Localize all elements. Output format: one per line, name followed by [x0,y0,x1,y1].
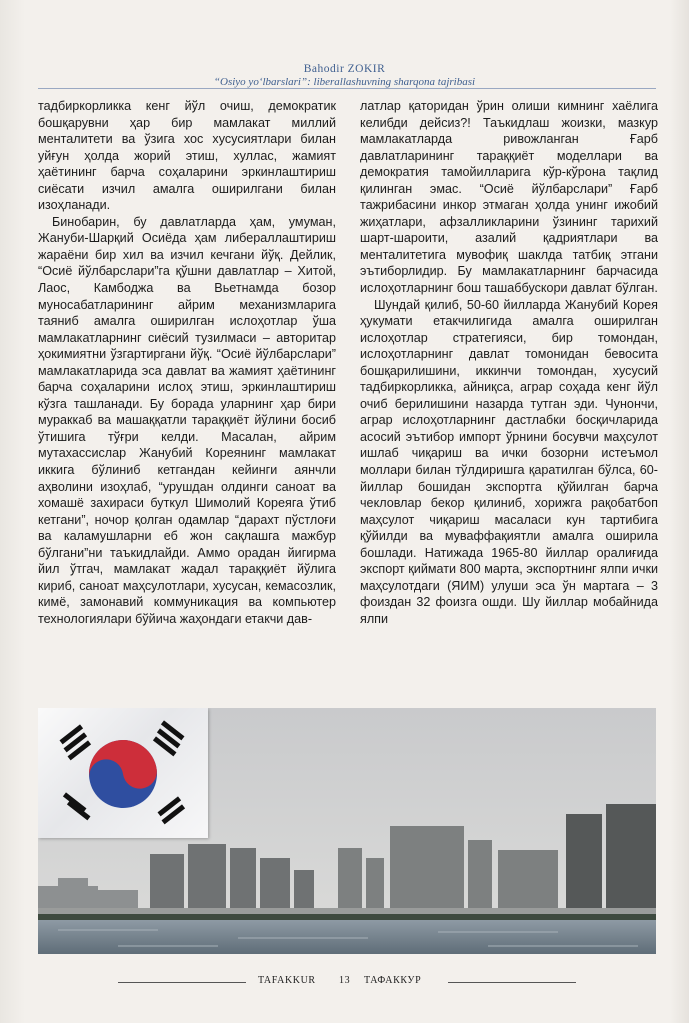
paragraph: Шундай қилиб, 50-60 йилларда Жанубий Корея ҳукумати етакчилигида амалга оширилган ислоҳотлар стратегияси, бир томондан, ислоҳотларнинг давлат томонидан бевосита бошқарилишини, иккинчи томондан, хусусий тадбиркорликка, айниқса, аграр соҳада кенг йўл очиб берилишини назарда тутган эди. Чунончи, аграр ислоҳотларнинг дастлабки босқичларида асосий эътибор импорт ўрнини босувчи маҳсулот ишлаб чиқариш ва ички бозорни истеъмол моллари билан тўлдиришга қаратилган бўлса, 60-йиллар бошидан экспортга қўйилган барча чекловлар бекор қилиниб, хорижга рақобатбоп маҳсулот чиқариш масаласи кун тартибига қўйилди ва муваффақиятли амалга оширила бошлади. Натижада 1965-80 йиллар оралиғида экспорт қиймати 800 марта, экспортнинг ялпи ички маҳсулотдаги (ЯИМ) улуши эса ўн мартага – 3 фоиздан 32 фоизга ошди. Шу йиллар мобайнида ялпи [360,297,658,626]
paragraph: Бинобарин, бу давлатларда ҳам, умуман, Жануби-Шарқий Осиёда ҳам либераллаштириш жараёни бир хил ва изчил кечгани йўқ. Дейлик, “Осиё йўлбарслари”га қўшни давлатлар – Хитой, Лаос, Камбоджа ва Вьетнамда бозор муносабатларининг айрим механизмларига таяниб амалга оширилган ислоҳотлар ўша мамлакатларнинг сиёсий тузилмаси – авторитар ҳокимиятни ўзгартиргани йўқ. “Осиё йўлбарслари” мамлакатларида эса давлат ва жамият ҳаётининг барча соҳаларини ислоҳ этиш, эркинлаштириш кўзга ташланади. Бу борада уларнинг ҳар бири мураккаб ва машаққатли тараққиёт йўлини босиб ўтишига тўғри келди. Масалан, айрим мутахассислар Жанубий Кореянинг мамлакат иккига бўлиниб кетгандан кейинги аянчли аҳволини изоҳлаб, “урушдан олдинги саноат ва хомашё захираси буткул Шимолий Кореяга ўтиб кетгани”, ночор қолган одамлар “дарахт пўстлоғи ва каламушларни еб жон сақлашга мажбур бўлгани”ни таъкидлайди. Аммо орадан йигирма йил ўтгач, мамлакат жадал тараққиёт йўлига кириб, саноат маҳсулотлари, хусусан, кемасозлик, кимё, замонавий коммуникация ва компьютер технологиялари бўйича жаҳондаги етакчи дав- [38,214,336,626]
paragraph: латлар қаторидан ўрин олиши кимнинг хаёлига келибди дейсиз?! Таъкидлаш жоизки, мазкур мамлакатларда ривожланган Ғарб давлатларининг тараққиёт моделлари ва демократия тамойилларига кўр-кўрона тақлид қилинган эмас. “Осиё йўлбарслари” Ғарб тажрибасини инкор этмаган ҳолда унинг ижобий жиҳатлари, афзалликларини ўзининг тарихий шарт-шароити, азалий қадриятлари ва менталитетига мувофиқ шаклда татбиқ этгани эътиборлидир. Бу мамлакатларнинг барчасида ислоҳотларнинг бош ташаббускори давлат бўлган. [360,99,658,296]
footer-rule-left [118,982,246,983]
paragraph: тадбиркорликка кенг йўл очиш, демократик бошқарувни ҳар бир мамлакат миллий менталитети ва ўзига хос хусусиятлари билан уйғун ҳолда жорий этиш, хуллас, жамият ҳаётининг барча соҳаларини эркинлаштириш сиёсати изчил амалга оширилгани билан изоҳланади. [38,99,336,213]
author-name: Bahodir ZOKIR [303,63,386,75]
left-text-column [38,98,336,696]
south-korea-flag-image [38,708,208,838]
right-text-column [360,98,658,696]
page-footer [0,975,689,989]
running-header [0,62,689,89]
article-subtitle: “Osiyo yo‘lbarslari”: liberallashuvning sharqona tajribasi [213,76,476,88]
header-divider [38,88,656,89]
page-number: 13 [339,975,351,986]
footer-journal-cyrillic: ТАФАККУР [364,975,422,986]
footer-journal-latin: TAFAKKUR [258,975,316,986]
footer-rule-right [448,982,576,983]
taegukgi-icon [38,708,208,838]
seoul-skyline-photo [38,708,656,954]
